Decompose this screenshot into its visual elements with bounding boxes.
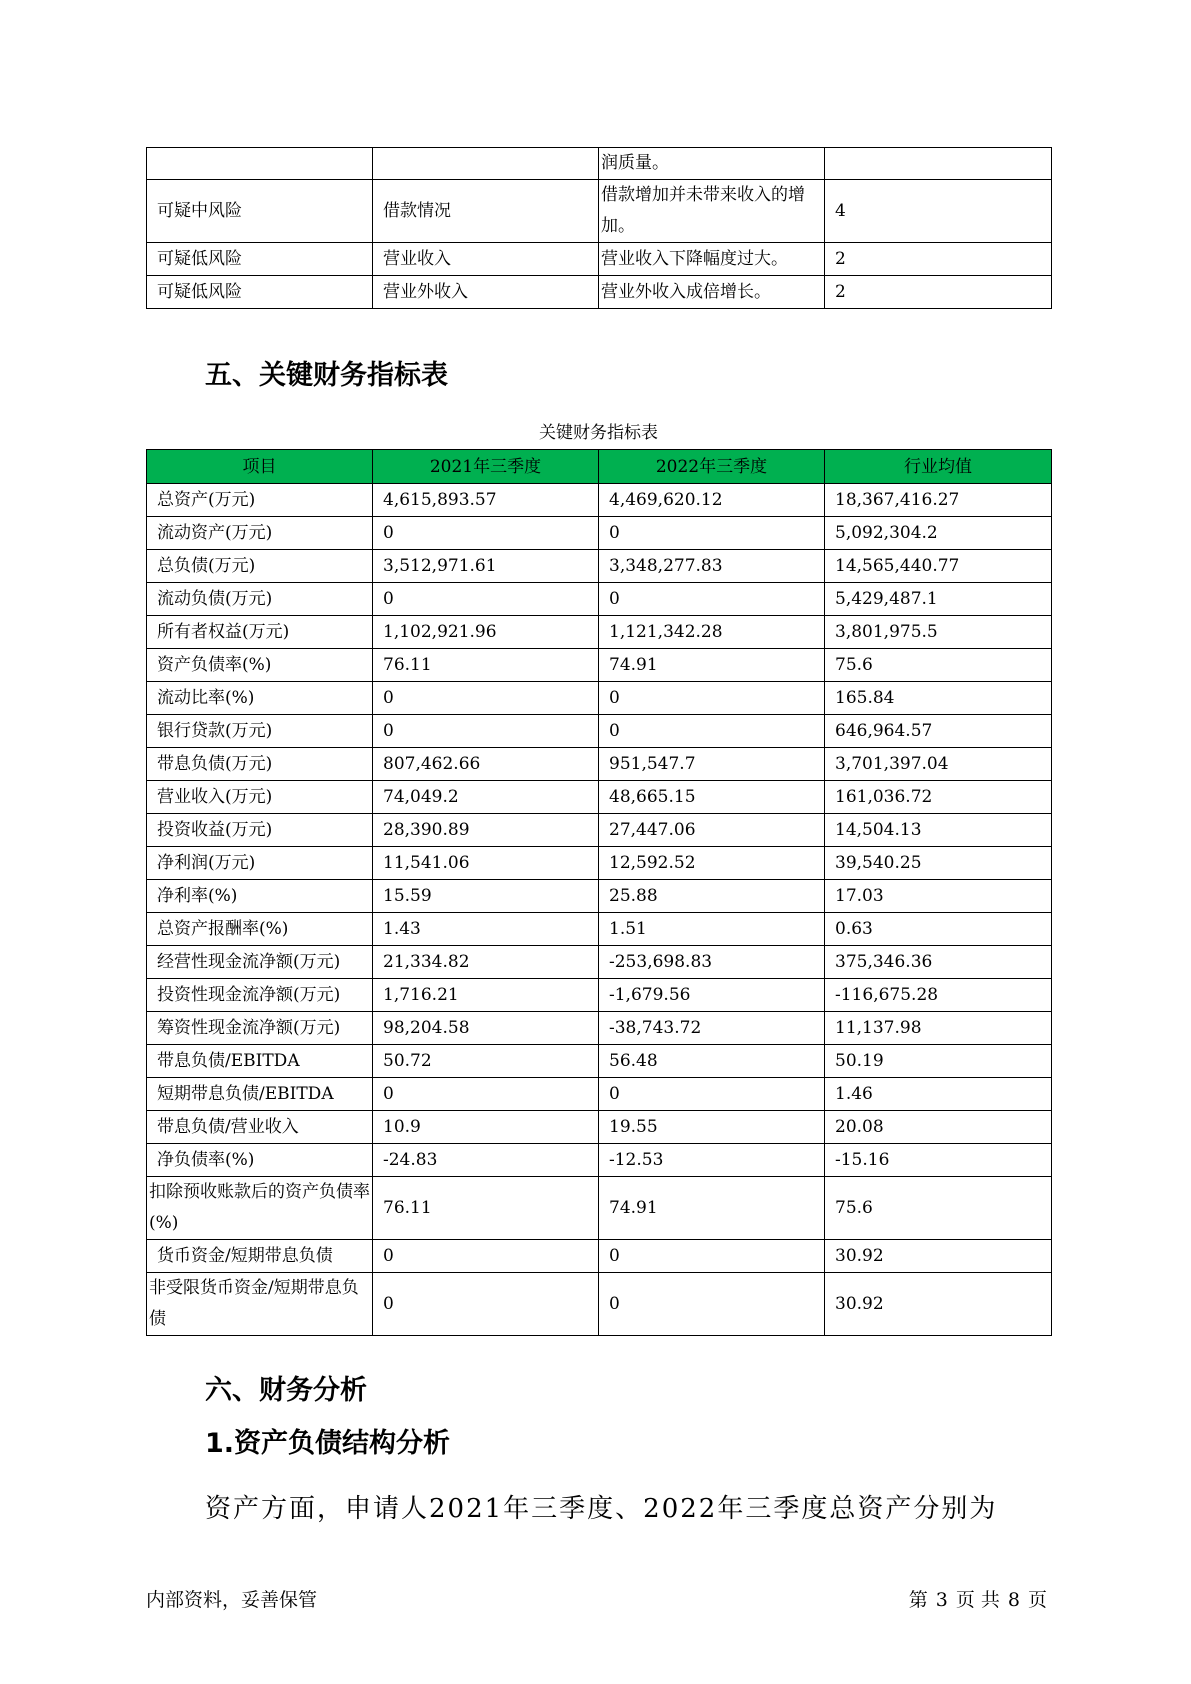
indicator-name-cell: 总资产(万元) bbox=[147, 484, 373, 517]
table-row bbox=[147, 748, 1052, 781]
indicator-value-cell: 10.9 bbox=[373, 1111, 599, 1144]
indicator-name-cell: 净利润(万元) bbox=[147, 847, 373, 880]
risk-table-cell: 可疑低风险 bbox=[147, 243, 373, 276]
table-row bbox=[147, 913, 1052, 946]
table-row bbox=[147, 979, 1052, 1012]
table-row bbox=[147, 1012, 1052, 1045]
risk-table-cell: 借款情况 bbox=[373, 180, 599, 243]
body-paragraph: 资产方面，申请人2021年三季度、2022年三季度总资产分别为 bbox=[205, 1494, 998, 1524]
indicator-value-cell: 646,964.57 bbox=[825, 715, 1052, 748]
indicator-name-cell: 总资产报酬率(%) bbox=[147, 913, 373, 946]
table-caption: 关键财务指标表 bbox=[539, 423, 658, 443]
indicator-name-cell: 总负债(万元) bbox=[147, 550, 373, 583]
indicator-name-cell: 流动资产(万元) bbox=[147, 517, 373, 550]
page-total: 8 bbox=[1007, 1589, 1020, 1611]
page-prefix: 第 bbox=[908, 1589, 928, 1611]
key-financial-indicator-table bbox=[146, 449, 1052, 1336]
indicator-value-cell: 1.43 bbox=[373, 913, 599, 946]
indicator-value-cell: 165.84 bbox=[825, 682, 1052, 715]
indicator-value-cell: -15.16 bbox=[825, 1144, 1052, 1177]
indicator-name-cell: 投资收益(万元) bbox=[147, 814, 373, 847]
indicator-value-cell: 76.11 bbox=[373, 1177, 599, 1240]
subsection-heading: 1.资产负债结构分析 bbox=[205, 1428, 451, 1459]
table-row bbox=[147, 616, 1052, 649]
indicator-name-cell: 带息负债/营业收入 bbox=[147, 1111, 373, 1144]
indicator-value-cell: 28,390.89 bbox=[373, 814, 599, 847]
indicator-value-cell: 1,102,921.96 bbox=[373, 616, 599, 649]
risk-table-cell: 营业外收入 bbox=[373, 276, 599, 309]
risk-table-cell: 营业收入下降幅度过大。 bbox=[599, 243, 825, 276]
indicator-value-cell: 14,504.13 bbox=[825, 814, 1052, 847]
indicator-value-cell: 0 bbox=[599, 517, 825, 550]
risk-table-row bbox=[147, 243, 1052, 276]
table-row bbox=[147, 814, 1052, 847]
indicator-value-cell: -24.83 bbox=[373, 1144, 599, 1177]
indicator-value-cell: -38,743.72 bbox=[599, 1012, 825, 1045]
table-row bbox=[147, 583, 1052, 616]
indicator-name-cell: 非受限货币资金/短期带息负债 bbox=[147, 1273, 373, 1336]
indicator-value-cell: 30.92 bbox=[825, 1240, 1052, 1273]
indicator-name-cell: 银行贷款(万元) bbox=[147, 715, 373, 748]
footer-confidential-note: 内部资料，妥善保管 bbox=[146, 1589, 318, 1611]
indicator-name-cell: 短期带息负债/EBITDA bbox=[147, 1078, 373, 1111]
indicator-value-cell: 21,334.82 bbox=[373, 946, 599, 979]
indicator-value-cell: 39,540.25 bbox=[825, 847, 1052, 880]
table-row bbox=[147, 649, 1052, 682]
header-item: 项目 bbox=[147, 450, 373, 484]
indicator-value-cell: -12.53 bbox=[599, 1144, 825, 1177]
table-header-row bbox=[147, 450, 1052, 484]
indicator-value-cell: 18,367,416.27 bbox=[825, 484, 1052, 517]
indicator-value-cell: 807,462.66 bbox=[373, 748, 599, 781]
indicator-value-cell: 74,049.2 bbox=[373, 781, 599, 814]
indicator-name-cell: 投资性现金流净额(万元) bbox=[147, 979, 373, 1012]
table-row bbox=[147, 715, 1052, 748]
risk-table-cell: 可疑低风险 bbox=[147, 276, 373, 309]
table-row bbox=[147, 1111, 1052, 1144]
risk-table-cell: 可疑中风险 bbox=[147, 180, 373, 243]
indicator-value-cell: 0 bbox=[599, 715, 825, 748]
indicator-name-cell: 带息负债(万元) bbox=[147, 748, 373, 781]
indicator-name-cell: 净利率(%) bbox=[147, 880, 373, 913]
indicator-value-cell: 0 bbox=[599, 583, 825, 616]
page-suffix: 页 bbox=[1027, 1589, 1047, 1611]
table-row bbox=[147, 781, 1052, 814]
indicator-value-cell: 12,592.52 bbox=[599, 847, 825, 880]
table-row bbox=[147, 946, 1052, 979]
table-row bbox=[147, 1240, 1052, 1273]
table-row bbox=[147, 517, 1052, 550]
indicator-name-cell: 货币资金/短期带息负债 bbox=[147, 1240, 373, 1273]
indicator-value-cell: 375,346.36 bbox=[825, 946, 1052, 979]
indicator-value-cell: 3,701,397.04 bbox=[825, 748, 1052, 781]
indicator-name-cell: 所有者权益(万元) bbox=[147, 616, 373, 649]
indicator-value-cell: 15.59 bbox=[373, 880, 599, 913]
table-row bbox=[147, 1045, 1052, 1078]
header-2021q3: 2021年三季度 bbox=[373, 450, 599, 484]
table-row bbox=[147, 880, 1052, 913]
indicator-value-cell: 0 bbox=[373, 715, 599, 748]
indicator-name-cell: 扣除预收账款后的资产负债率(%) bbox=[147, 1177, 373, 1240]
indicator-value-cell: 11,137.98 bbox=[825, 1012, 1052, 1045]
indicator-name-cell: 资产负债率(%) bbox=[147, 649, 373, 682]
indicator-value-cell: 17.03 bbox=[825, 880, 1052, 913]
table-row bbox=[147, 1177, 1052, 1240]
table-row bbox=[147, 550, 1052, 583]
indicator-value-cell: 50.19 bbox=[825, 1045, 1052, 1078]
indicator-value-cell: 0 bbox=[599, 1273, 825, 1336]
indicator-value-cell: 30.92 bbox=[825, 1273, 1052, 1336]
indicator-value-cell: 74.91 bbox=[599, 1177, 825, 1240]
indicator-name-cell: 流动负债(万元) bbox=[147, 583, 373, 616]
section-five-heading: 五、关键财务指标表 bbox=[205, 360, 448, 391]
table-row bbox=[147, 484, 1052, 517]
risk-table-row bbox=[147, 148, 1052, 180]
indicator-value-cell: 0 bbox=[373, 1273, 599, 1336]
indicator-value-cell: 48,665.15 bbox=[599, 781, 825, 814]
indicator-value-cell: 0.63 bbox=[825, 913, 1052, 946]
page-mid: 页 共 bbox=[955, 1589, 1000, 1611]
indicator-value-cell: 0 bbox=[373, 682, 599, 715]
risk-table-row bbox=[147, 276, 1052, 309]
header-industry-avg: 行业均值 bbox=[825, 450, 1052, 484]
footer-page-number bbox=[905, 1585, 1051, 1612]
indicator-value-cell: 3,801,975.5 bbox=[825, 616, 1052, 649]
indicator-name-cell: 净负债率(%) bbox=[147, 1144, 373, 1177]
indicator-value-cell: 4,469,620.12 bbox=[599, 484, 825, 517]
indicator-value-cell: 56.48 bbox=[599, 1045, 825, 1078]
indicator-value-cell: 1,121,342.28 bbox=[599, 616, 825, 649]
risk-table-cell bbox=[373, 148, 599, 180]
indicator-value-cell: 1.46 bbox=[825, 1078, 1052, 1111]
indicator-value-cell: 76.11 bbox=[373, 649, 599, 682]
indicator-value-cell: 20.08 bbox=[825, 1111, 1052, 1144]
indicator-value-cell: 75.6 bbox=[825, 1177, 1052, 1240]
indicator-value-cell: 98,204.58 bbox=[373, 1012, 599, 1045]
risk-table-cell: 润质量。 bbox=[599, 148, 825, 180]
indicator-value-cell: -1,679.56 bbox=[599, 979, 825, 1012]
section-six-heading: 六、财务分析 bbox=[205, 1375, 367, 1406]
indicator-value-cell: 0 bbox=[373, 583, 599, 616]
indicator-value-cell: -116,675.28 bbox=[825, 979, 1052, 1012]
indicator-name-cell: 带息负债/EBITDA bbox=[147, 1045, 373, 1078]
indicator-value-cell: 25.88 bbox=[599, 880, 825, 913]
table-row bbox=[147, 847, 1052, 880]
indicator-value-cell: 1,716.21 bbox=[373, 979, 599, 1012]
risk-table-row bbox=[147, 180, 1052, 243]
indicator-name-cell: 流动比率(%) bbox=[147, 682, 373, 715]
indicator-value-cell: 951,547.7 bbox=[599, 748, 825, 781]
indicator-value-cell: 75.6 bbox=[825, 649, 1052, 682]
risk-table-cell: 2 bbox=[825, 276, 1052, 309]
indicator-value-cell: 74.91 bbox=[599, 649, 825, 682]
indicator-value-cell: 0 bbox=[599, 1240, 825, 1273]
risk-table-cell: 2 bbox=[825, 243, 1052, 276]
risk-table-cell: 借款增加并未带来收入的增加。 bbox=[599, 180, 825, 243]
indicator-value-cell: 27,447.06 bbox=[599, 814, 825, 847]
table-row bbox=[147, 1078, 1052, 1111]
risk-table-cell bbox=[825, 148, 1052, 180]
risk-table-cell: 营业外收入成倍增长。 bbox=[599, 276, 825, 309]
indicator-value-cell: 0 bbox=[599, 1078, 825, 1111]
indicator-value-cell: 11,541.06 bbox=[373, 847, 599, 880]
indicator-value-cell: -253,698.83 bbox=[599, 946, 825, 979]
indicator-value-cell: 14,565,440.77 bbox=[825, 550, 1052, 583]
indicator-name-cell: 经营性现金流净额(万元) bbox=[147, 946, 373, 979]
table-row bbox=[147, 1144, 1052, 1177]
page-current: 3 bbox=[935, 1589, 948, 1611]
table-row bbox=[147, 682, 1052, 715]
indicator-value-cell: 5,092,304.2 bbox=[825, 517, 1052, 550]
table-row bbox=[147, 1273, 1052, 1336]
indicator-value-cell: 3,348,277.83 bbox=[599, 550, 825, 583]
indicator-value-cell: 4,615,893.57 bbox=[373, 484, 599, 517]
indicator-value-cell: 5,429,487.1 bbox=[825, 583, 1052, 616]
risk-table-cell: 营业收入 bbox=[373, 243, 599, 276]
indicator-value-cell: 19.55 bbox=[599, 1111, 825, 1144]
indicator-name-cell: 营业收入(万元) bbox=[147, 781, 373, 814]
indicator-value-cell: 0 bbox=[599, 682, 825, 715]
header-2022q3: 2022年三季度 bbox=[599, 450, 825, 484]
indicator-value-cell: 0 bbox=[373, 1240, 599, 1273]
risk-table-cell: 4 bbox=[825, 180, 1052, 243]
risk-table-cell bbox=[147, 148, 373, 180]
indicator-value-cell: 161,036.72 bbox=[825, 781, 1052, 814]
indicator-value-cell: 1.51 bbox=[599, 913, 825, 946]
indicator-value-cell: 0 bbox=[373, 1078, 599, 1111]
indicator-value-cell: 50.72 bbox=[373, 1045, 599, 1078]
risk-indicator-table bbox=[146, 147, 1052, 309]
indicator-name-cell: 筹资性现金流净额(万元) bbox=[147, 1012, 373, 1045]
indicator-value-cell: 3,512,971.61 bbox=[373, 550, 599, 583]
indicator-value-cell: 0 bbox=[373, 517, 599, 550]
